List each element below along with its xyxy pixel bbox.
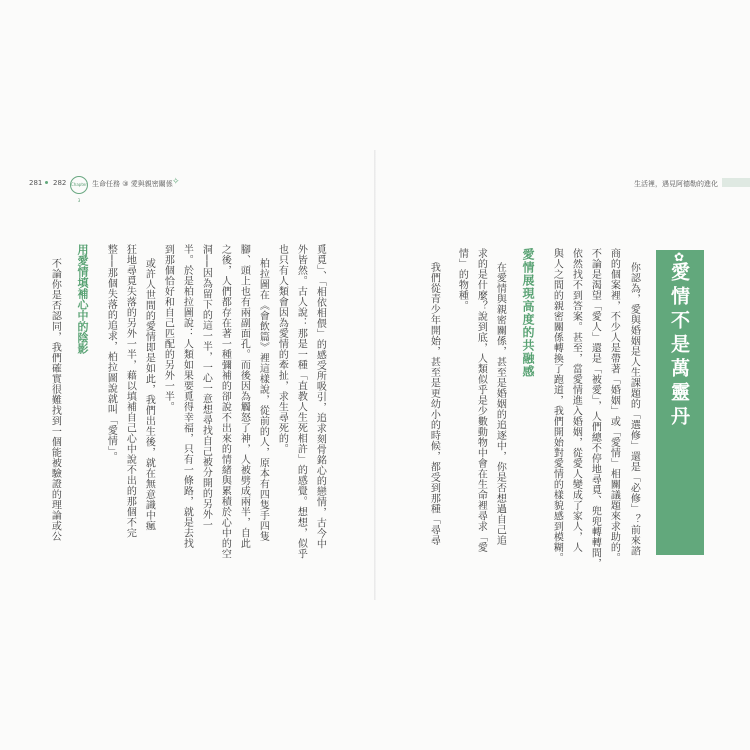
body-line: 半。於是柏拉圖說：人類如果要覓得幸福，只有一條路，就是去找 [181,244,193,549]
body-line: 不論是渴望「愛人」還是「被愛」，人們總不停地尋覓、兜兜轉轉間， [589,248,601,569]
body-line: 狂地尋覓失落的另外一半，藉以填補自己心中說不出的那個不完 [124,244,136,538]
section-subheading: 愛情展現高度的共融感 [521,248,535,378]
body-line: 與人之間的親密關係轉換了跑道，我們開始對愛情的樣貌感到模糊。 [551,248,563,563]
body-line: 你認為，愛與婚姻是人生課題的「選修」還是「必修」？前來諮 [628,262,640,556]
body-line: 外皆然。古人說：那是一種「直教人生死相許」的感覺。想想，似乎 [295,244,307,559]
body-line: 覓覓」、「相依相偎」的感受所吸引，追求刻骨銘心的戀情，古今中 [314,244,326,549]
page-number-left: 281 [29,179,43,187]
body-line: 商的個案裡，不少人是帶著「婚姻」或「愛情」相關議題來求助的。 [608,248,620,563]
body-line: 依然找不到答案。甚至，當愛情進入婚姻，從愛人變成了家人，人 [570,248,582,553]
section-subheading: 用愛情填補心中的陰影 [76,244,89,354]
header-dot [45,181,48,184]
body-line: 之後，人們都存在著一種彌補的卻說不出來的情緒與累積於心中的空 [219,244,231,559]
book-gutter [374,150,376,600]
body-line: 洞──因為留下的這一半，一心一意想尋找自己被分開的另外一 [200,244,212,531]
header-tag [722,178,750,187]
body-line: 不論你是否認同，我們確實很難找到一個能被驗證的理論或公 [49,258,61,542]
body-line: 整──那個失落的追求，柏拉圖說就叫「愛情」。 [105,244,117,463]
body-line: 情」的物種。 [456,248,468,311]
sprout-icon: ✧ [172,177,180,187]
body-line: 到那個恰好和自己匹配的另外一半。 [162,244,174,412]
body-line: 也只有人類會因為愛情的牽扯，求生尋死的。 [276,244,288,454]
body-line: 或許人世間的愛情即是如此，我們出生後，就在無意識中瘋 [143,258,155,531]
sprout-title-icon: ✿ [674,250,685,264]
chapter-badge: Chapter 3 [70,176,88,194]
page-number-right: 282 [53,179,67,187]
body-line: 求的是什麼？說到底，人類似乎是少數動物中會在生命裡尋求「愛 [475,248,487,553]
body-line: 腳、頭上也有兩副面孔。而後因為觸怒了神，人被劈成兩半，自此 [238,244,250,549]
body-line: 我們從青少年開始，甚至是更幼小的時候，都受到那種「尋尋 [428,262,440,546]
body-line: 在愛情與親密關係，甚至是婚姻的追逐中，你是否想過自己追 [494,262,506,546]
running-title-right: 生活裡，遇見阿德勒的進化 [634,180,718,188]
body-line: 柏拉圖在《會飲篇》裡這樣說，從前的人，原本有四隻手四隻 [257,258,269,542]
chapter-title: 愛情不是萬靈丹 [668,262,690,430]
running-title-left: 生命任務 ③ 愛與親密關係 [92,180,173,188]
